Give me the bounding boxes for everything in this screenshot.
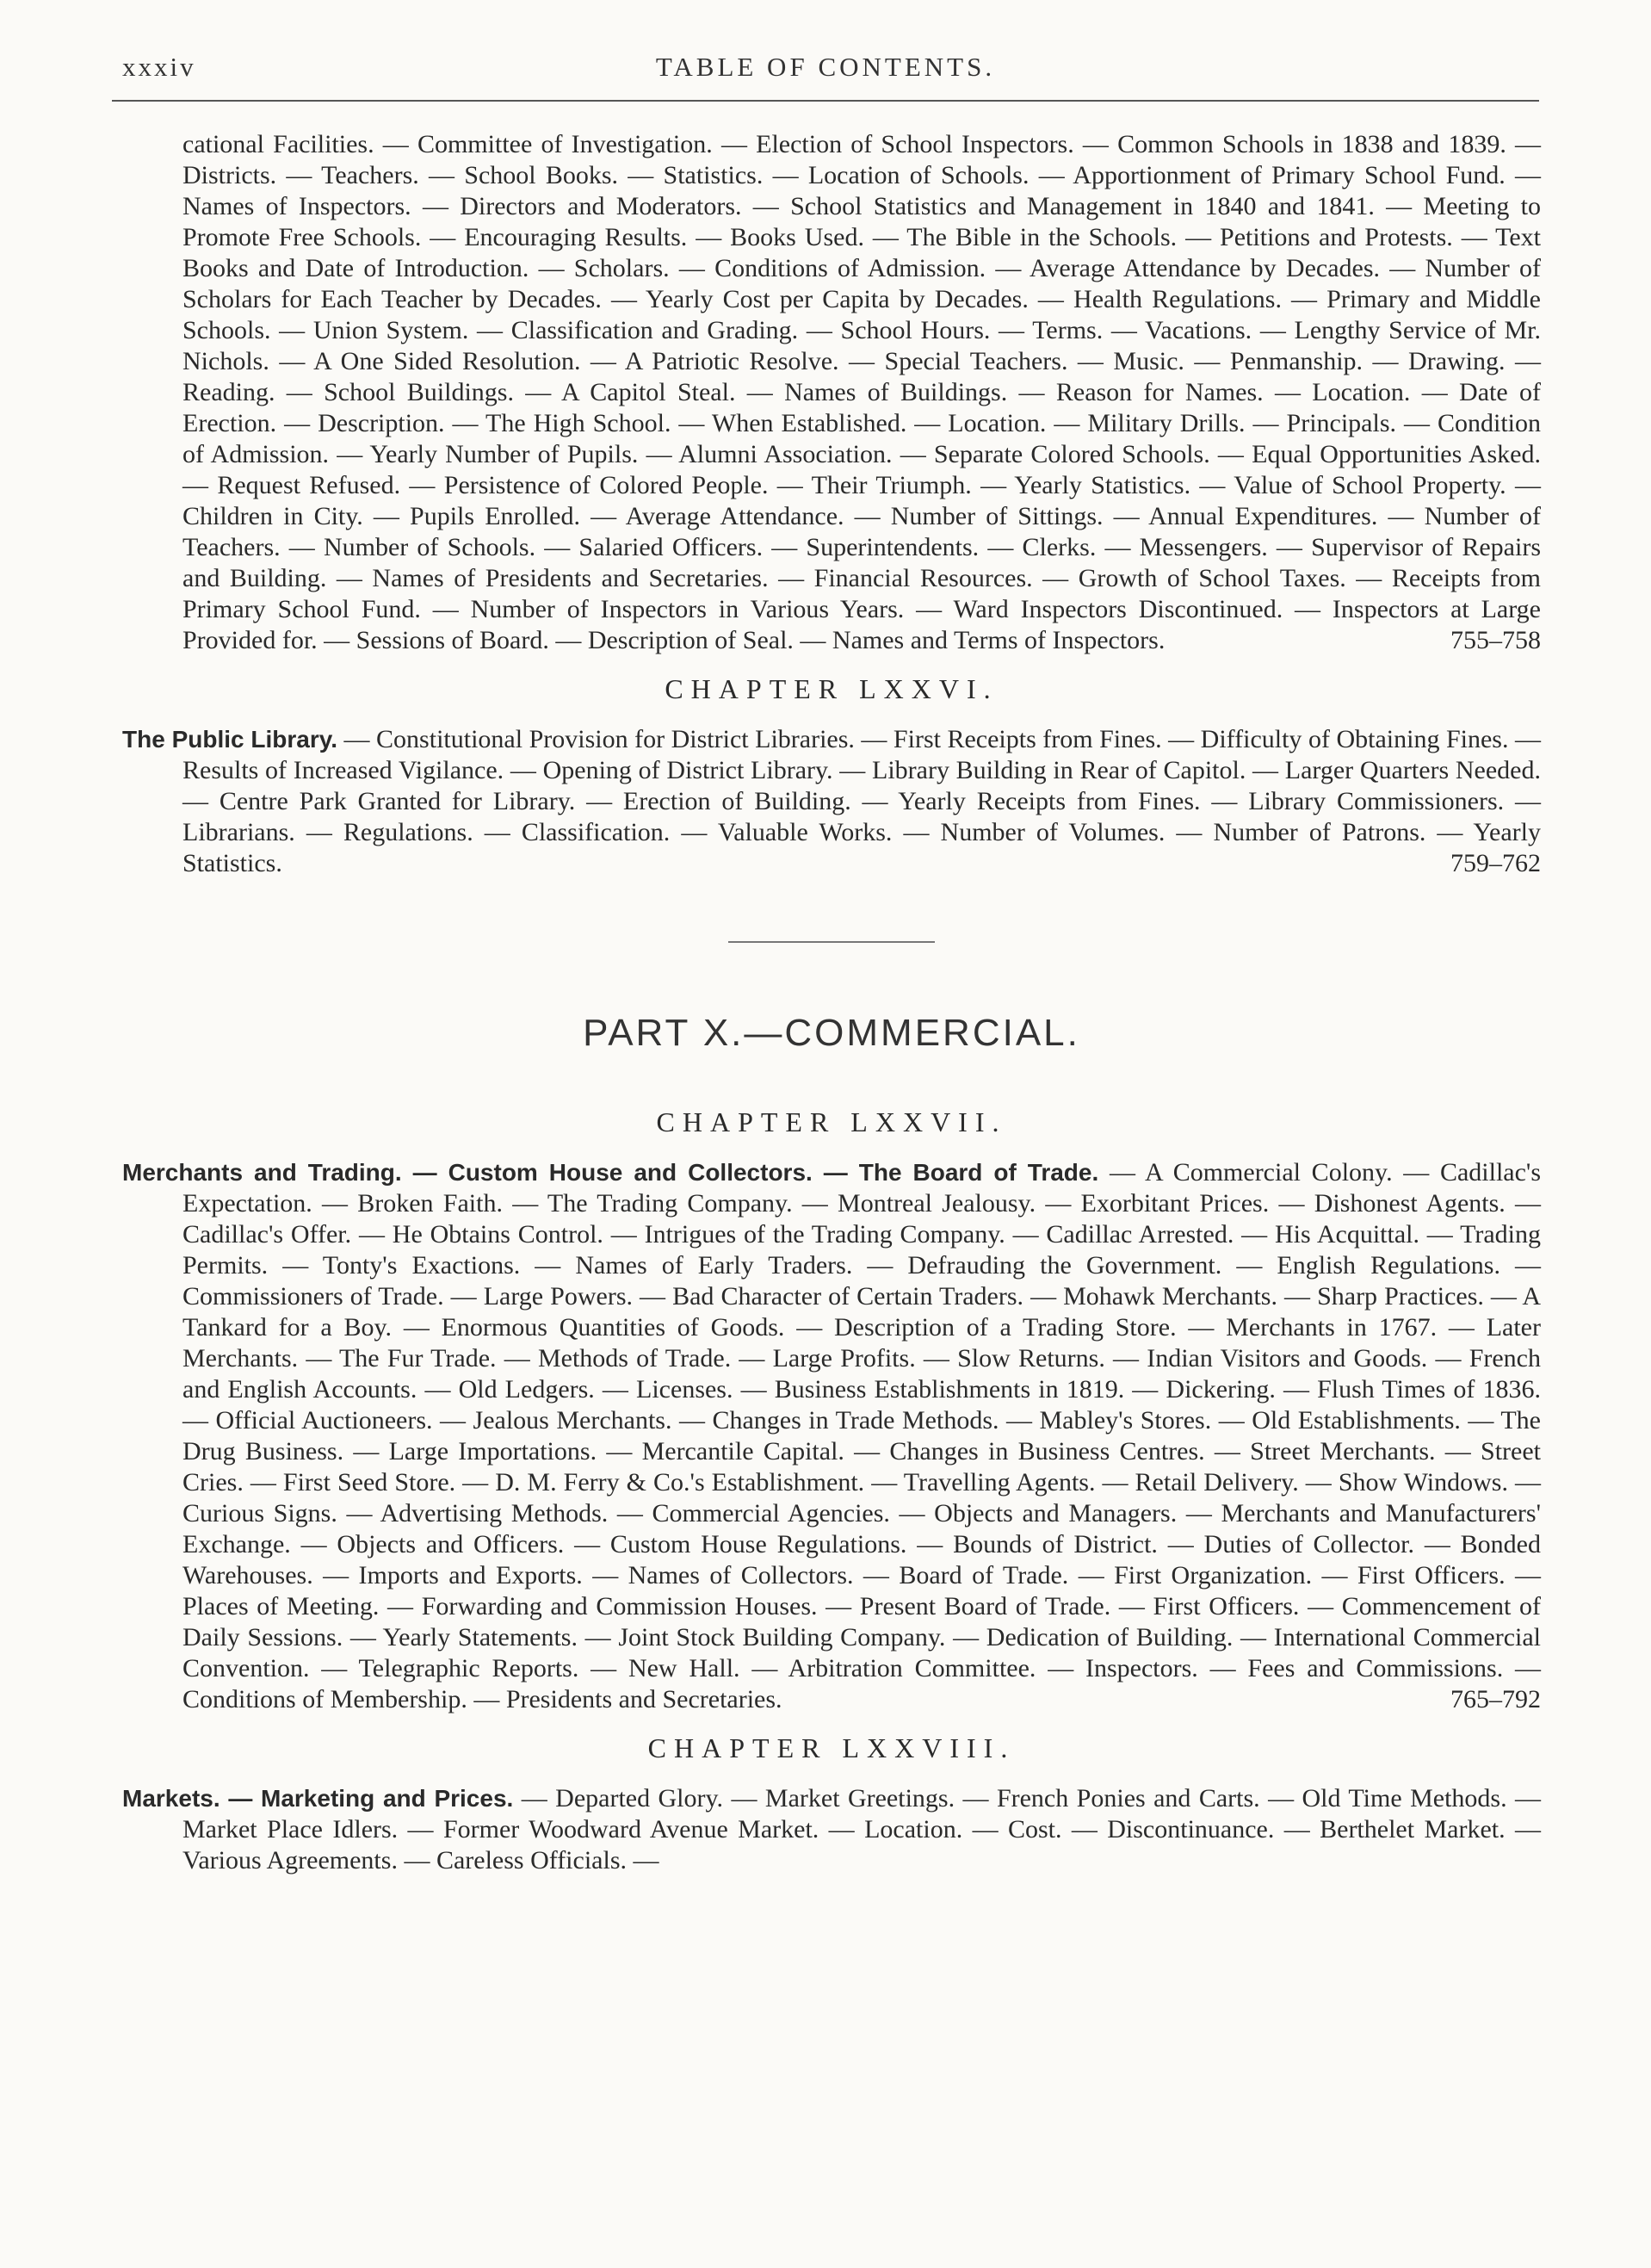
running-title: TABLE OF CONTENTS. bbox=[655, 52, 996, 82]
running-head bbox=[122, 52, 1529, 95]
entry-heading: Merchants and Trading. — Custom House and Collectors. — The Board of Trade. bbox=[122, 1159, 1099, 1186]
contents-body bbox=[122, 129, 1541, 1876]
toc-entry-markets bbox=[122, 1783, 1541, 1876]
page-range: 759–762 bbox=[1450, 849, 1541, 877]
entry-heading: The Public Library. bbox=[122, 726, 338, 753]
page-folio: xxxiv bbox=[122, 52, 196, 82]
entry-text: — Departed Glory. — Market Greetings. — French Ponies and Carts. — Old Time Methods. — Market Place Idlers. — Former Woodward Avenue Market. — Location. — Cost. — Discontinuance. — Berthelet Market. — Various Agreements. — Careless Officials. — bbox=[182, 1784, 1541, 1875]
section-divider bbox=[728, 941, 935, 943]
chapter-heading-lxxvii: CHAPTER LXXVII. bbox=[656, 1106, 1007, 1137]
entry-text: cational Facilities. — Committee of Investigation. — Election of School Inspectors. — Common Schools in 1838 and 1839. — Districts. — Teachers. — School Books. — Statistics. — Location of Schools. — Apportionment of Primary School Fund. — Names of Inspectors. — Directors and Moderators. — School Statistics and Management in 1840 and 1841. — Meeting to Promote Free Schools. — Encouraging Results. — Books Used. — The Bible in the Schools. — Petitions and Protests. — Text Books and Date of Introduction. — Scholars. — Conditions of Admission. — Average Attendance by Decades. — Number of Scholars for Each Teacher by Decades. — Yearly Cost per Capita by Decades. — Health Regulations. — Primary and Middle Schools. — Union System. — Classification and Grading. — School Hours. — Terms. — Vacations. — Lengthy Service of Mr. Nichols. — A One Sided Resolution. — A Patriotic Resolve. — Special Teachers. — Music. — Penmanship. — Drawing. — Reading. — School Buildings. — A Capitol Steal. — Names of Buildings. — Reason for Names. — Location. — Date of Erection. — Description. — The High School. — When Established. — Location. — Military Drills. — Principals. — Condition of Admission. — Yearly Number of Pupils. — Alumni Association. — Separate Colored Schools. — Equal Opportunities Asked. — Request Refused. — Persistence of Colored People. — Their Triumph. — Yearly Statistics. — Value of School Property. — Children in City. — Pupils Enrolled. — Average Attendance. — Number of Sittings. — Annual Expenditures. — Number of Teachers. — Number of Schools. — Salaried Officers. — Superintendents. — Clerks. — Messengers. — Supervisor of Repairs and Building. — Names of Presidents and Secretaries. — Financial Resources. — Growth of School Taxes. — Receipts from Primary School Fund. — Number of Inspectors in Various Years. — Ward Inspectors Discontinued. — Inspectors at Large Provided for. — Sessions of Board. — Description of Seal. — Names and Terms of Inspectors. bbox=[182, 130, 1541, 654]
page-range: 755–758 bbox=[1450, 626, 1541, 654]
chapter-heading-lxxvi: CHAPTER LXXVI. bbox=[665, 673, 999, 704]
entry-text: — A Commercial Colony. — Cadillac's Expectation. — Broken Faith. — The Trading Company. — Montreal Jealousy. — Exorbitant Prices. — Dishonest Agents. — Cadillac's Offer. — He Obtains Control. — Intrigues of the Trading Company. — Cadillac Arrested. — His Acquittal. — Trading Permits. — Tonty's Exactions. — Names of Early Traders. — Defrauding the Government. — English Regulations. — Commissioners of Trade. — Large Powers. — Bad Character of Certain Traders. — Mohawk Merchants. — Sharp Practices. — A Tankard for a Boy. — Enormous Quantities of Goods. — Description of a Trading Store. — Merchants in 1767. — Later Merchants. — The Fur Trade. — Methods of Trade. — Large Profits. — Slow Returns. — Indian Visitors and Goods. — French and English Accounts. — Old Ledgers. — Licenses. — Business Establishments in 1819. — Dickering. — Flush Times of 1836. — Official Auctioneers. — Jealous Merchants. — Changes in Trade Methods. — Mabley's Stores. — Old Establishments. — The Drug Business. — Large Importations. — Mercantile Capital. — Changes in Business Centres. — Street Merchants. — Street Cries. — First Seed Store. — D. M. Ferry & Co.'s Establishment. — Travelling Agents. — Retail Delivery. — Show Windows. — Curious Signs. — Advertising Methods. — Commercial Agencies. — Objects and Managers. — Merchants and Manufacturers' Exchange. — Objects and Officers. — Custom House Regulations. — Bounds of District. — Duties of Collector. — Bonded Warehouses. — Imports and Exports. — Names of Collectors. — Board of Trade. — First Organization. — First Officers. — Places of Meeting. — Forwarding and Commission Houses. — Present Board of Trade. — First Officers. — Commencement of Daily Sessions. — Yearly Statements. — Joint Stock Building Company. — Dedication of Building. — International Commercial Convention. — Telegraphic Reports. — New Hall. — Arbitration Committee. — Inspectors. — Fees and Commissions. — Conditions of Membership. — Presidents and Secretaries. bbox=[182, 1158, 1542, 1713]
toc-entry-continued bbox=[122, 129, 1541, 656]
part-title: PART X.—COMMERCIAL. bbox=[583, 1012, 1080, 1054]
chapter-heading-lxxviii: CHAPTER LXXVIII. bbox=[647, 1732, 1016, 1763]
entry-heading: Markets. — Marketing and Prices. bbox=[122, 1785, 514, 1812]
entry-text: — Constitutional Provision for District Libraries. — First Receipts from Fines. — Difficulty of Obtaining Fines. — Results of Increased Vigilance. — Opening of District Library. — Library Building in Rear of Capitol. — Larger Quarters Needed. — Centre Park Granted for Library. — Erection of Building. — Yearly Receipts from Fines. — Library Commissioners. — Librarians. — Regulations. — Classification. — Valuable Works. — Number of Volumes. — Number of Patrons. — Yearly Statistics. bbox=[182, 725, 1541, 877]
toc-entry-merchants bbox=[122, 1157, 1541, 1715]
page-range: 765–792 bbox=[1450, 1685, 1541, 1713]
header-rule bbox=[112, 100, 1539, 102]
